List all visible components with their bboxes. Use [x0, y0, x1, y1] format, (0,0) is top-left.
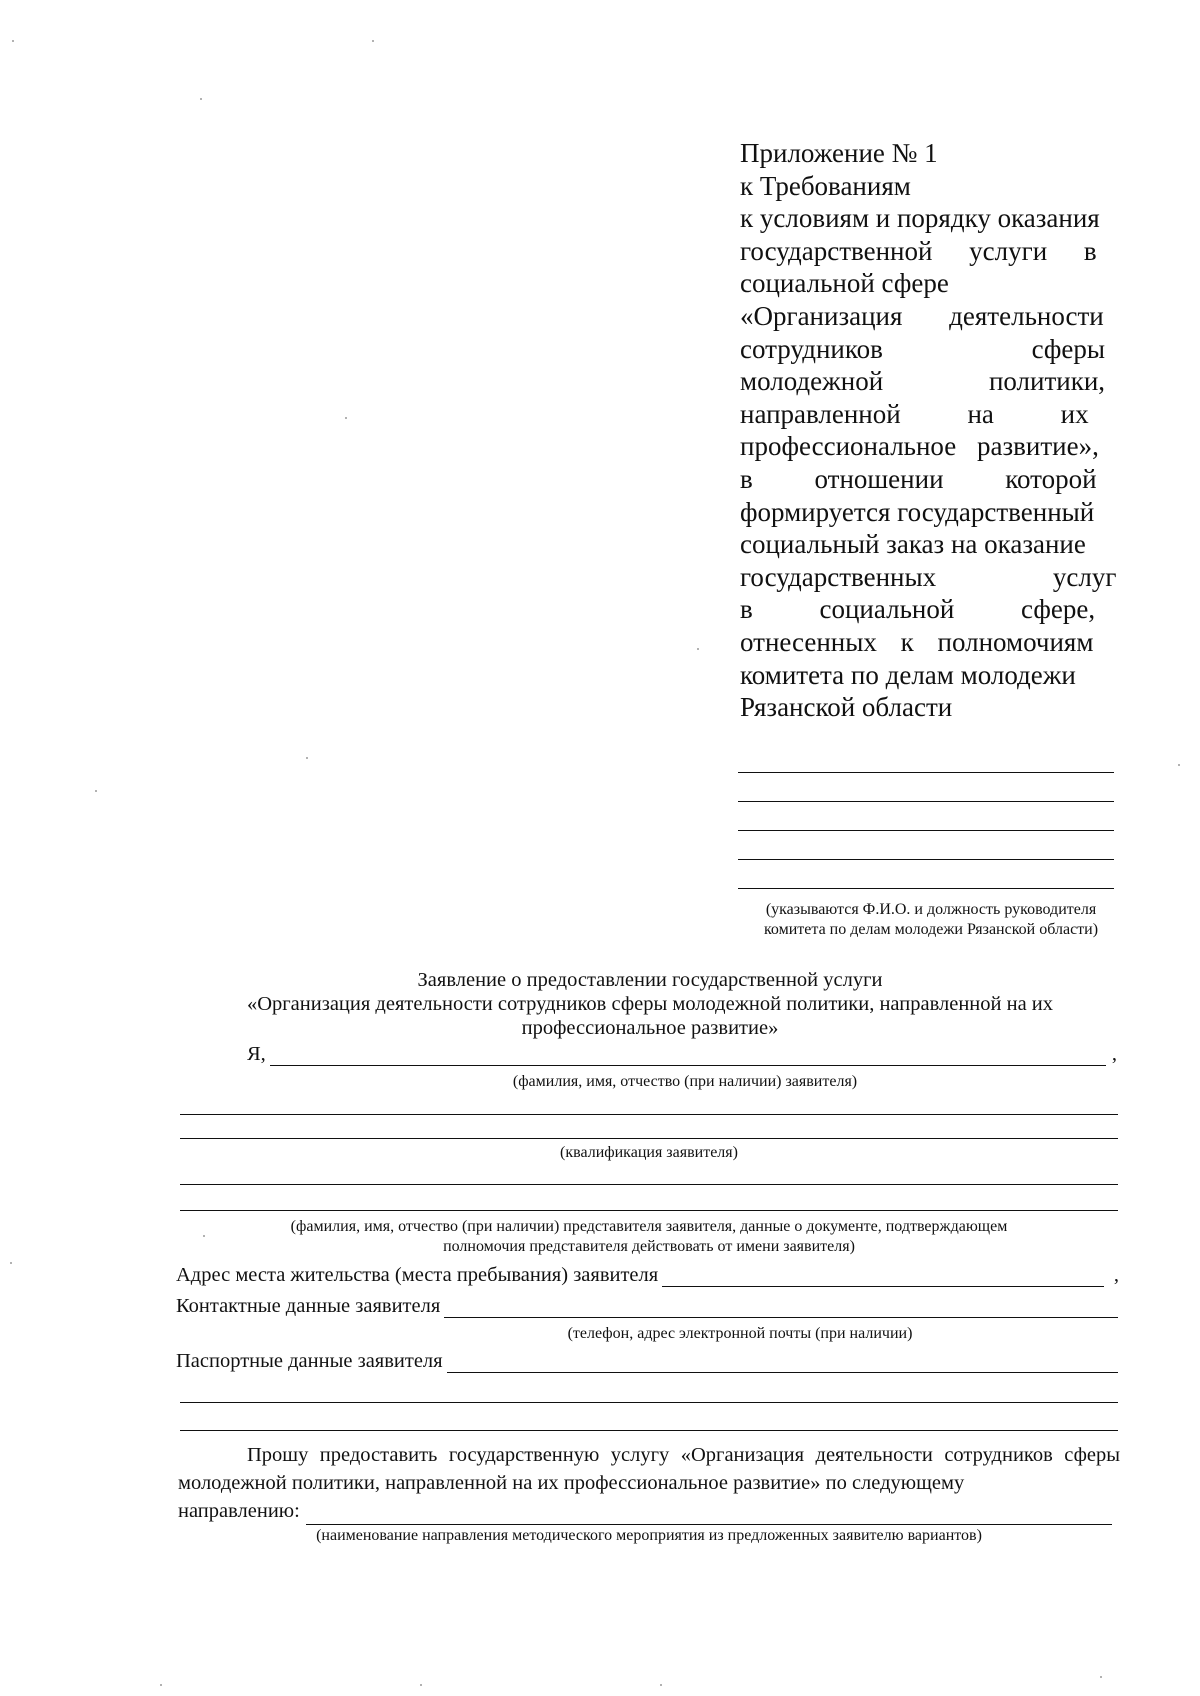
- address-row: Адрес места жительства (места пребывания) заявителя ,: [176, 1264, 1119, 1286]
- contacts-field[interactable]: [444, 1297, 1118, 1318]
- caption-qualification: (квалификация заявителя): [560, 1144, 738, 1161]
- applicant-name-field[interactable]: [270, 1045, 1106, 1066]
- scan-speck: [95, 790, 97, 792]
- contacts-row: [176, 1294, 1118, 1318]
- scan-speck: [660, 1684, 662, 1686]
- request-paragraph: Прошу предоставить государственную услугу «Организация деятельности сотрудников сферы молодежной политики, направленной на их профессиональное развитие» по следующему: [178, 1444, 1120, 1494]
- passport-row: [176, 1349, 1118, 1373]
- annex-line: молодежной политики,: [740, 366, 1106, 397]
- scan-speck: [1178, 764, 1180, 766]
- representative-line[interactable]: [180, 1184, 1118, 1185]
- annex-line: направленной на их: [740, 398, 1089, 429]
- addressee-lines: [738, 744, 1114, 889]
- scan-speck: [160, 1684, 162, 1686]
- i-label: Я,: [247, 1043, 266, 1065]
- annex-line: формируется государственный: [740, 496, 1095, 527]
- addressee-line[interactable]: [738, 831, 1114, 860]
- scan-speck: [203, 1235, 205, 1237]
- annex-line: социальной сфере: [740, 268, 949, 299]
- scan-speck: [345, 417, 347, 419]
- caption-fio: (фамилия, имя, отчество (при наличии) заявителя): [512, 1073, 858, 1090]
- scan-speck: [372, 40, 374, 42]
- addressee-line[interactable]: [738, 860, 1114, 889]
- scan-speck: [1100, 1676, 1102, 1678]
- annex-line: к условиям и порядку оказания: [740, 203, 1100, 234]
- scan-speck: [200, 98, 202, 100]
- annex-line: Приложение № 1: [740, 138, 938, 168]
- annex-line: социальный заказ на оказание: [740, 529, 1086, 560]
- passport-line[interactable]: [180, 1402, 1118, 1403]
- fio-line[interactable]: [180, 1114, 1118, 1115]
- caption-direction: (наименование направления методического мероприятия из предложенных заявителю вариантов): [316, 1527, 982, 1544]
- annex-header: [740, 137, 1126, 724]
- contacts-label: Контактные данные заявителя: [176, 1295, 441, 1317]
- qualification-line[interactable]: [180, 1138, 1118, 1139]
- scan-speck: [697, 648, 699, 650]
- direction-field[interactable]: [306, 1502, 1112, 1525]
- passport-label: Паспортные данные заявителя: [176, 1350, 443, 1372]
- scan-speck: [420, 1684, 422, 1686]
- addressee-line[interactable]: [738, 802, 1114, 831]
- annex-line: профессиональное развитие»,: [740, 431, 1099, 462]
- annex-line: «Организация деятельности: [740, 300, 1104, 331]
- caption-representative: (фамилия, имя, отчество (при наличии) представителя заявителя, данные о документе, подтверждающем полномочия представителя действовать от имени заявителя): [290, 1218, 1008, 1255]
- annex-line: в социальной сфере,: [740, 594, 1096, 625]
- annex-line: отнесенных к полномочиям: [740, 626, 1094, 657]
- annex-line: в отношении которой: [740, 463, 1097, 494]
- scan-speck: [306, 757, 308, 759]
- addressee-line[interactable]: [738, 773, 1114, 802]
- annex-line: комитета по делам молодежи: [740, 659, 1076, 690]
- direction-row: [178, 1497, 1120, 1525]
- address-field[interactable]: [662, 1266, 1104, 1287]
- caption-contacts: (телефон, адрес электронной почты (при наличии): [567, 1325, 913, 1342]
- passport-field[interactable]: [447, 1352, 1118, 1373]
- scan-speck: [10, 1262, 12, 1264]
- annex-line: государственных услуг: [740, 561, 1117, 592]
- annex-line: государственной услуги в: [740, 235, 1097, 266]
- address-label: Адрес места жительства (места пребывания) заявителя: [176, 1264, 659, 1286]
- direction-label: направлению:: [178, 1500, 300, 1522]
- annex-line: Рязанской области: [740, 692, 953, 723]
- application-title: Заявление о предоставлении государственной услуги «Организация деятельности сотрудников сферы молодежной политики, направленной на их профессиональное развитие»: [246, 969, 1054, 1039]
- representative-line[interactable]: [180, 1210, 1118, 1211]
- annex-line: к Требованиям: [740, 170, 911, 201]
- applicant-name-row: Я, ,: [247, 1043, 1117, 1065]
- addressee-caption: (указываются Ф.И.О. и должность руководителя комитета по делам молодежи Рязанской области): [763, 901, 1099, 938]
- scan-speck: [12, 40, 14, 42]
- addressee-line[interactable]: [738, 744, 1114, 773]
- passport-line[interactable]: [180, 1430, 1118, 1431]
- annex-line: сотрудников сферы: [740, 333, 1106, 364]
